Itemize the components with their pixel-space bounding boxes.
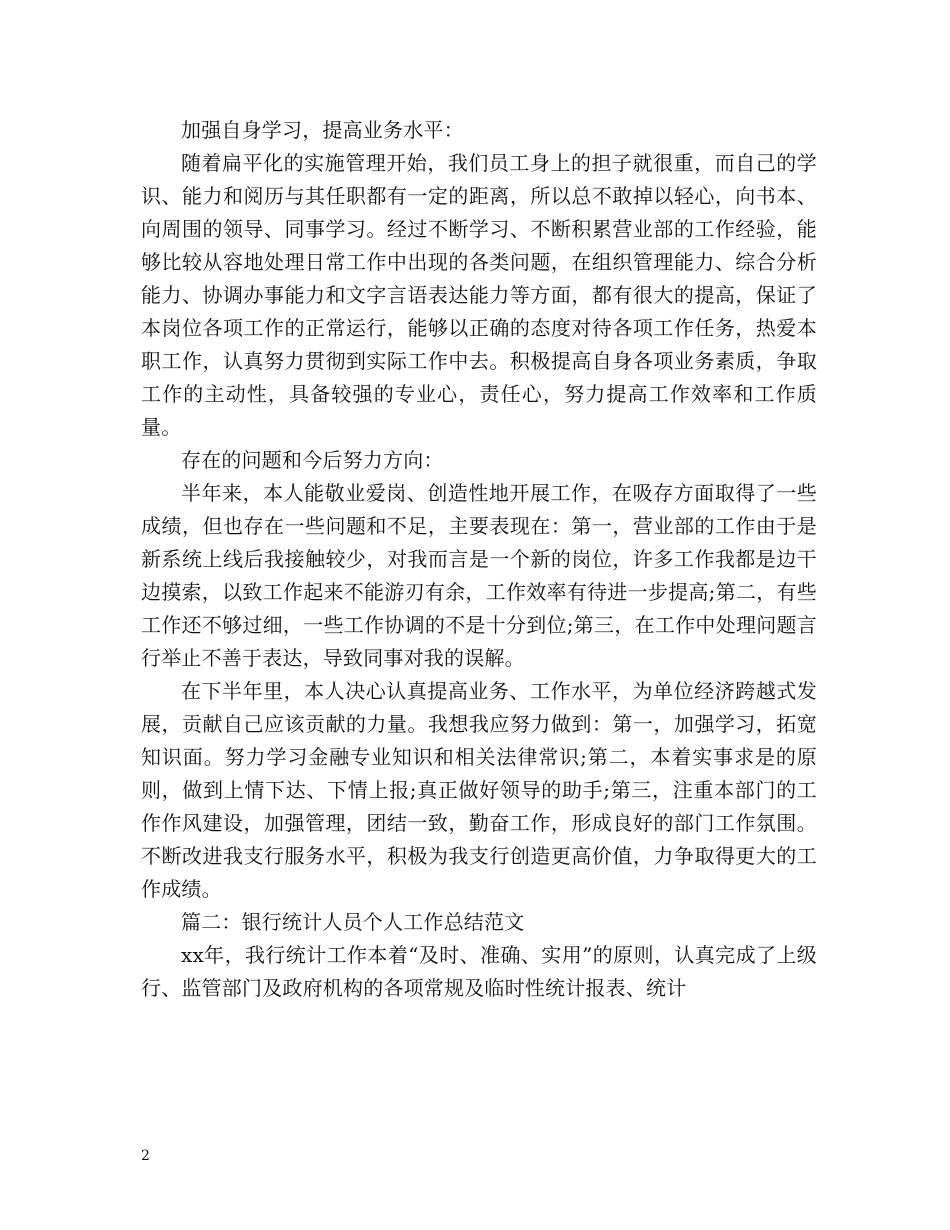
page-number: 2 <box>141 1148 150 1164</box>
paragraph-problems: 半年来，本人能敬业爱岗、创造性地开展工作，在吸存方面取得了一些成绩，但也存在一些问题和不足，主要表现在：第一，营业部的工作由于是新系统上线后我接触较少，对我而言是一个新的岗位，许多工作我都是边干边摸索，以致工作起来不能游刃有余，工作效率有待进一步提高;第二，有些工作还不够过细，一些工作协调的不是十分到位;第三，在工作中处理问题言行举止不善于表达，导致同事对我的误解。 <box>141 481 817 670</box>
paragraph-plan: 在下半年里，本人决心认真提高业务、工作水平，为单位经济跨越式发展，贡献自己应该贡献的力量。我想我应努力做到：第一，加强学习，拓宽知识面。努力学习金融专业知识和相关法律常识;第二，本着实事求是的原则，做到上情下达、下情上报;真正做好领导的助手;第三，注重本部门的工作作风建设，加强管理，团结一致，勤奋工作，形成良好的部门工作氛围。不断改进我支行服务水平，积极为我支行创造更高价值，力争取得更大的工作成绩。 <box>141 679 817 901</box>
paragraph-self-study: 随着扁平化的实施管理开始，我们员工身上的担子就很重，而自己的学识、能力和阅历与其任职都有一定的距离，所以总不敢掉以轻心，向书本、向周围的领导、同事学习。经过不断学习、不断积累营业部的工作经验，能够比较从容地处理日常工作中出现的各类问题，在组织管理能力、综合分析能力、协调办事能力和文字言语表达能力等方面，都有很大的提高，保证了本岗位各项工作的正常运行，能够以正确的态度对待各项工作任务，热爱本职工作，认真努力贯彻到实际工作中去。积极提高自身各项业务素质，争取工作的主动性，具备较强的专业心，责任心，努力提高工作效率和工作质量。 <box>141 151 817 439</box>
paragraph-statistics: xx年，我行统计工作本着“及时、准确、实用”的原则，认真完成了上级行、监管部门及政府机构的各项常规及临时性统计报表、统计 <box>141 943 817 1000</box>
section-heading-part-two: 篇二：银行统计人员个人工作总结范文 <box>181 910 525 934</box>
section-heading-self-study: 加强自身学习，提高业务水平： <box>181 118 464 142</box>
section-heading-problems: 存在的问题和今后努力方向： <box>181 448 444 472</box>
document-body <box>141 114 817 1005</box>
